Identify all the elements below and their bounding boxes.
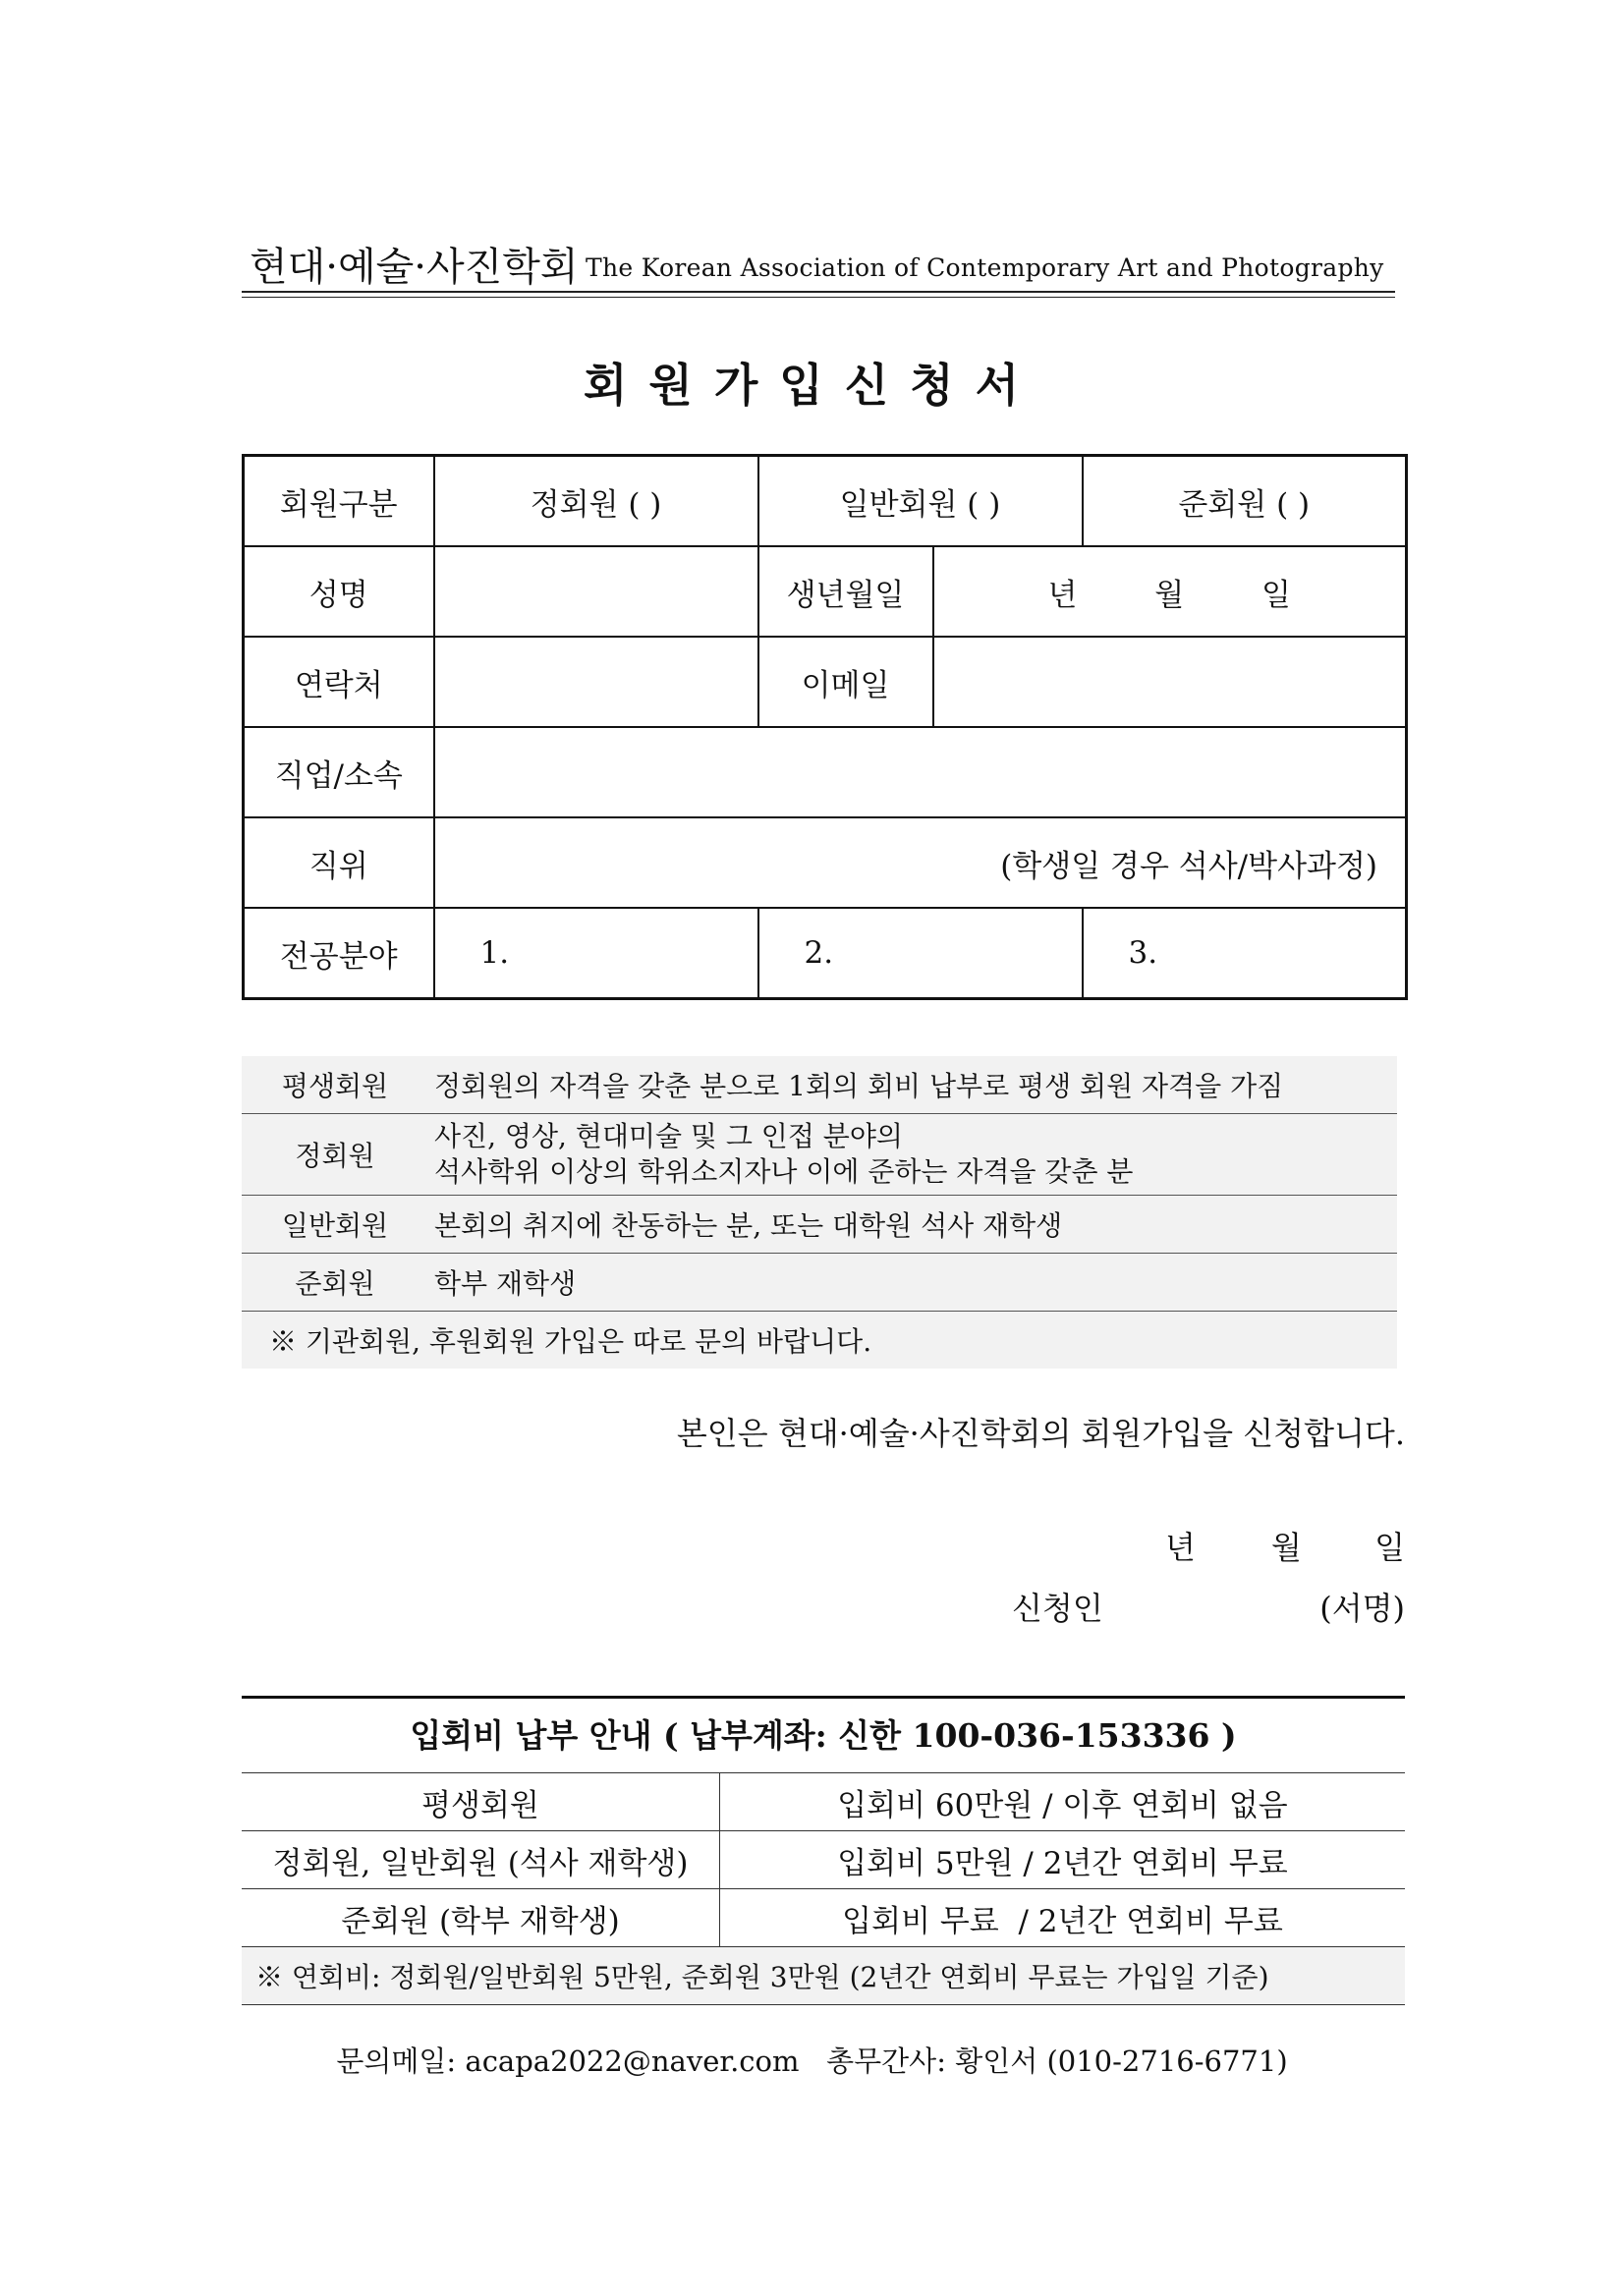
- contact-field[interactable]: [434, 637, 758, 727]
- major-field-1[interactable]: 1.: [434, 908, 758, 999]
- member-type: 정회원: [242, 1114, 428, 1196]
- application-form: [242, 454, 1408, 1000]
- member-description: [428, 1114, 1397, 1196]
- applicant-label: 신청인: [1012, 1590, 1103, 1627]
- header-rule: [242, 291, 1395, 293]
- fee-amount: 입회비 무료 / 2년간 연회비 무료: [720, 1889, 1406, 1947]
- contact-label: 연락처: [244, 637, 434, 727]
- table-row: [242, 1056, 1397, 1114]
- name-row: [244, 546, 1407, 637]
- page-title: 회원가입신청서: [583, 359, 1041, 412]
- major-row: [244, 908, 1407, 999]
- major-label: 전공분야: [244, 908, 434, 999]
- header-rule-thin: [242, 297, 1395, 298]
- table-row: [242, 1831, 1405, 1889]
- membership-type-row: [244, 456, 1407, 547]
- fee-member-type: 평생회원: [242, 1773, 720, 1831]
- table-row: [242, 1773, 1405, 1831]
- contact-info: 문의메일: acapa2022@naver.com 총무간사: 황인서 (010-2716-6771): [336, 2044, 1288, 2078]
- name-field[interactable]: [434, 546, 758, 637]
- description-line: 석사학위 이상의 학위소지자나 이에 준하는 자격을 갖춘 분: [434, 1155, 1134, 1188]
- birth-label: 생년월일: [758, 546, 933, 637]
- membership-type-label: 회원구분: [244, 456, 434, 547]
- occupation-field[interactable]: [434, 727, 1407, 817]
- fee-table: [242, 1772, 1405, 2005]
- member-type: 평생회원: [242, 1056, 428, 1114]
- membership-note: ※ 기관회원, 후원회원 가입은 따로 문의 바랍니다.: [269, 1325, 872, 1358]
- table-row: [242, 1889, 1405, 1947]
- name-label: 성명: [244, 546, 434, 637]
- signature-field[interactable]: (서명): [1319, 1590, 1405, 1627]
- org-name-english: The Korean Association of Contemporary Art and Photography: [586, 253, 1384, 282]
- table-row: [242, 1254, 1397, 1312]
- fee-top-rule: [242, 1696, 1405, 1699]
- associate-member-option[interactable]: 준회원 ( ): [1083, 456, 1407, 547]
- email-label: 이메일: [758, 637, 933, 727]
- member-type: 일반회원: [242, 1196, 428, 1254]
- major-field-3[interactable]: 3.: [1083, 908, 1407, 999]
- regular-member-option[interactable]: 정회원 ( ): [434, 456, 758, 547]
- table-row: [242, 1947, 1405, 2005]
- description-line: 사진, 영상, 현대미술 및 그 인접 분야의: [434, 1120, 903, 1152]
- email-field[interactable]: [933, 637, 1407, 727]
- fee-amount: 입회비 60만원 / 이후 연회비 없음: [720, 1773, 1406, 1831]
- general-member-option[interactable]: 일반회원 ( ): [758, 456, 1083, 547]
- date-month: 월: [1271, 1529, 1302, 1566]
- fee-title: 입회비 납부 안내 ( 납부계좌: 신한 100-036-153336 ): [410, 1716, 1237, 1755]
- fee-amount: 입회비 5만원 / 2년간 연회비 무료: [720, 1831, 1406, 1889]
- member-description: 본회의 취지에 찬동하는 분, 또는 대학원 석사 재학생: [428, 1196, 1397, 1254]
- birth-field[interactable]: 년 월 일: [933, 546, 1407, 637]
- position-row: [244, 817, 1407, 908]
- declaration-text: 본인은 현대·예술·사진학회의 회원가입을 신청합니다.: [676, 1415, 1405, 1452]
- occupation-label: 직업/소속: [244, 727, 434, 817]
- major-field-2[interactable]: 2.: [758, 908, 1083, 999]
- table-row: [242, 1312, 1397, 1370]
- fee-note: ※ 연회비: 정회원/일반회원 5만원, 준회원 3만원 (2년간 연회비 무료는 가입일 기준): [242, 1947, 1405, 2005]
- letterhead: [242, 232, 1395, 291]
- org-name-korean: 현대·예술·사진학회: [250, 245, 579, 290]
- member-description: 정회원의 자격을 갖춘 분으로 1회의 회비 납부로 평생 회원 자격을 가짐: [428, 1056, 1397, 1114]
- membership-info-table: [242, 1056, 1397, 1369]
- member-type: 준회원: [242, 1254, 428, 1312]
- position-field[interactable]: (학생일 경우 석사/박사과정): [434, 817, 1407, 908]
- date-day: 일: [1374, 1529, 1405, 1566]
- date-year: 년: [1165, 1529, 1196, 1566]
- contact-row: [244, 637, 1407, 727]
- position-label: 직위: [244, 817, 434, 908]
- table-row: [242, 1196, 1397, 1254]
- fee-member-type: 정회원, 일반회원 (석사 재학생): [242, 1831, 720, 1889]
- member-description: 학부 재학생: [428, 1254, 1397, 1312]
- table-row: [242, 1114, 1397, 1196]
- fee-member-type: 준회원 (학부 재학생): [242, 1889, 720, 1947]
- occupation-row: [244, 727, 1407, 817]
